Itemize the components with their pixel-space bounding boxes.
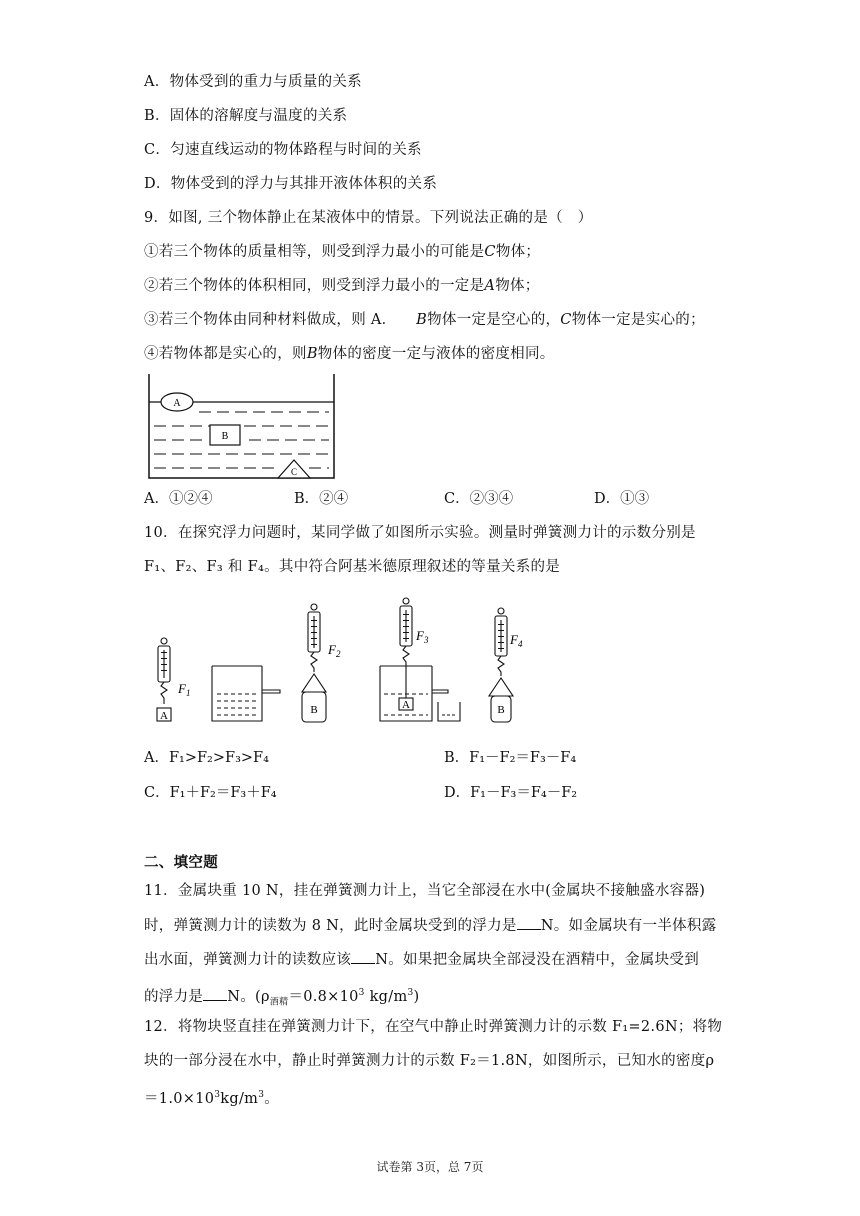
object-b-label: B xyxy=(221,431,229,442)
q9-statement-2 xyxy=(144,276,540,296)
q9-s2-var: A xyxy=(484,278,496,294)
object-a-label: A xyxy=(173,398,181,409)
q9-option-d: D．①③ xyxy=(594,491,650,507)
q9-s3-mid: 物体一定是空心的， xyxy=(427,312,561,328)
q12-line-3-a: ＝1.0×10 xyxy=(144,1090,215,1107)
q11-line-3 xyxy=(144,949,699,970)
q9-s3-end: 物体一定是实心的； xyxy=(571,312,705,328)
q10-option-c: C．F₁＋F₂＝F₃＋F₄ xyxy=(144,785,277,801)
q9-figure xyxy=(144,372,340,484)
q11-line-3-a: 出水面，弹簧测力计的读数应该 xyxy=(144,952,352,968)
label-f4: $F_4$ xyxy=(510,632,523,649)
q11-sup-1: 3 xyxy=(358,988,365,998)
q9-statement-3 xyxy=(144,310,705,330)
q8-option-c: C．匀速直线运动的物体路程与时间的关系 xyxy=(144,142,422,158)
q11-line-4-e: ) xyxy=(413,988,420,1005)
q11-blank-1[interactable] xyxy=(517,915,541,930)
q11-rho-sub: 酒精 xyxy=(269,997,289,1008)
q10-figure xyxy=(144,594,534,734)
q12-line-1: 12．将物块竖直挂在弹簧测力计下，在空气中静止时弹簧测力计的示数 F₁=2.6N；将物 xyxy=(144,1019,723,1035)
q8-option-b: B．固体的溶解度与温度的关系 xyxy=(144,108,348,124)
block-a-label-1: A xyxy=(160,710,168,722)
q11-line-1: 11．金属块重 10 N，挂在弹簧测力计上，当它全部浸在水中(金属块不接触盛水容器) xyxy=(144,883,706,899)
q11-line-2 xyxy=(144,915,717,936)
q11-blank-3[interactable] xyxy=(203,986,227,1001)
q10-option-d: D．F₁－F₃＝F₄－F₂ xyxy=(444,785,578,801)
q11-line-4-c: ＝0.8×10 xyxy=(288,988,359,1005)
q11-line-4-a: 的浮力是 xyxy=(144,988,204,1005)
q9-stem: 9．如图, 三个物体静止在某液体中的情景。下列说法正确的是（ ） xyxy=(144,210,593,226)
q11-line-4-d: kg/m xyxy=(364,988,408,1005)
section-2-title: 二、填空题 xyxy=(144,854,218,871)
q9-statement-1 xyxy=(144,242,540,262)
q10-option-a: A．F₁>F₂>F₃>F₄ xyxy=(144,750,269,766)
label-f1: $F_1$ xyxy=(178,681,191,698)
q11-line-2-b: N。如金属块有一半体积露 xyxy=(540,918,717,934)
q9-s4-text: ④若物体都是实心的，则 xyxy=(144,346,307,362)
q11-line-4 xyxy=(144,983,420,1013)
q9-s1-end: 物体； xyxy=(495,244,541,260)
q12-line-3-b: kg/m xyxy=(220,1090,259,1107)
q9-s3-text: ③若三个物体由同种材料做成，则 A． xyxy=(144,312,397,328)
q9-s1-text: ①若三个物体的质量相等，则受到浮力最小的可能是 xyxy=(144,244,485,260)
q11-line-2-a: 时，弹簧测力计的读数为 8 N，此时金属块受到的浮力是 xyxy=(144,918,517,934)
catch-cup xyxy=(438,702,460,721)
q9-s3-var-c: C xyxy=(560,312,572,328)
q12-line-3 xyxy=(144,1085,279,1109)
object-c-label: C xyxy=(290,467,298,477)
page-footer: 试卷第 3页，总 7页 xyxy=(376,1160,484,1174)
q8-option-d: D．物体受到的浮力与其排开液体体积的关系 xyxy=(144,176,438,192)
q10-line-2: F₁、F₂、F₃ 和 F₄。其中符合阿基米德原理叙述的等量关系的是 xyxy=(144,559,561,575)
q11-sup-2: 3 xyxy=(407,988,414,998)
q11-line-3-b: N。如果把金属块全部浸没在酒精中，金属块受到 xyxy=(375,952,699,968)
water-dashes xyxy=(217,694,456,715)
q9-option-b: B．②④ xyxy=(294,491,349,507)
q9-s4-var: B xyxy=(306,346,318,362)
spring-scale-1 xyxy=(157,638,171,721)
q9-option-c: C．②③④ xyxy=(444,491,514,507)
q9-s3-var-b: B xyxy=(416,312,428,328)
q9-s1-var: C xyxy=(484,244,496,260)
q10-option-b: B．F₁－F₂＝F₃－F₄ xyxy=(444,750,577,766)
liquid-dashes xyxy=(154,412,329,468)
q9-statement-4 xyxy=(144,344,555,364)
q12-line-2: 块的一部分浸在水中，静止时弹簧测力计的示数 F₂＝1.8N，如图所示，已知水的密度ρ xyxy=(144,1053,715,1069)
q12-sup-1: 3 xyxy=(214,1090,221,1100)
block-b-label-2: B xyxy=(497,704,505,716)
q12-sup-2: 3 xyxy=(258,1090,265,1100)
q11-line-4-b: N。(ρ xyxy=(227,988,270,1005)
q9-option-a: A．①②④ xyxy=(144,491,213,507)
q12-line-3-c: 。 xyxy=(264,1090,280,1107)
label-f3: $F_3$ xyxy=(416,628,429,645)
spring-scale-3 xyxy=(400,598,412,700)
label-f2: $F_2$ xyxy=(328,642,341,659)
q9-s4-end: 物体的密度一定与液体的密度相同。 xyxy=(317,346,555,362)
q9-s2-text: ②若三个物体的体积相同，则受到浮力最小的一定是 xyxy=(144,278,485,294)
q10-line-1: 10．在探究浮力问题时，某同学做了如图所示实验。测量时弹簧测力计的示数分别是 xyxy=(144,525,696,541)
q8-option-a: A．物体受到的重力与质量的关系 xyxy=(144,74,362,90)
block-a-label-2: A xyxy=(402,699,410,711)
block-b-label-1: B xyxy=(310,704,318,716)
q11-blank-2[interactable] xyxy=(351,949,375,964)
q9-s2-end: 物体； xyxy=(495,278,540,294)
